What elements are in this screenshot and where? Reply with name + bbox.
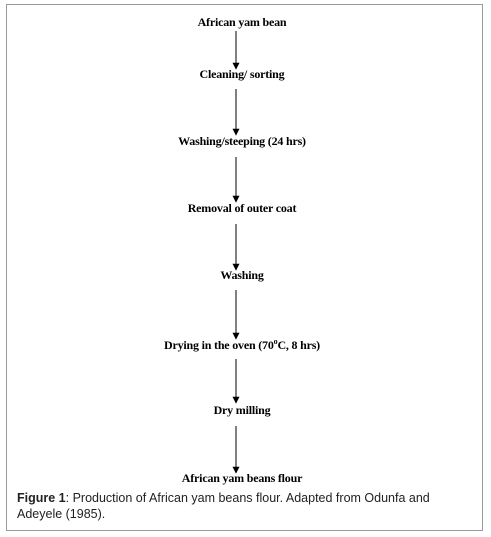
- step-dry-milling: Dry milling: [213, 403, 271, 417]
- caption-text: : Production of African yam beans flour. Adapted from Odunfa and Adeyele (1985).: [17, 491, 430, 521]
- figure-caption: [17, 490, 472, 522]
- step-drying-oven-tail: C, 8 hrs): [277, 338, 320, 352]
- step-african-yam-beans-flour: African yam beans flour: [181, 471, 303, 485]
- step-drying-oven: [7, 337, 477, 353]
- step-drying-oven-text: Drying in the oven (70: [164, 338, 274, 352]
- step-african-yam-bean: African yam bean: [197, 15, 287, 29]
- caption-label: Figure 1: [17, 491, 66, 505]
- step-removal-outer-coat: Removal of outer coat: [187, 201, 297, 215]
- step-cleaning-sorting: Cleaning/ sorting: [199, 67, 285, 81]
- step-washing: Washing: [220, 268, 264, 282]
- degree-superscript: o: [273, 337, 278, 346]
- figure-frame: [6, 4, 483, 531]
- step-washing-steeping: Washing/steeping (24 hrs): [178, 134, 306, 148]
